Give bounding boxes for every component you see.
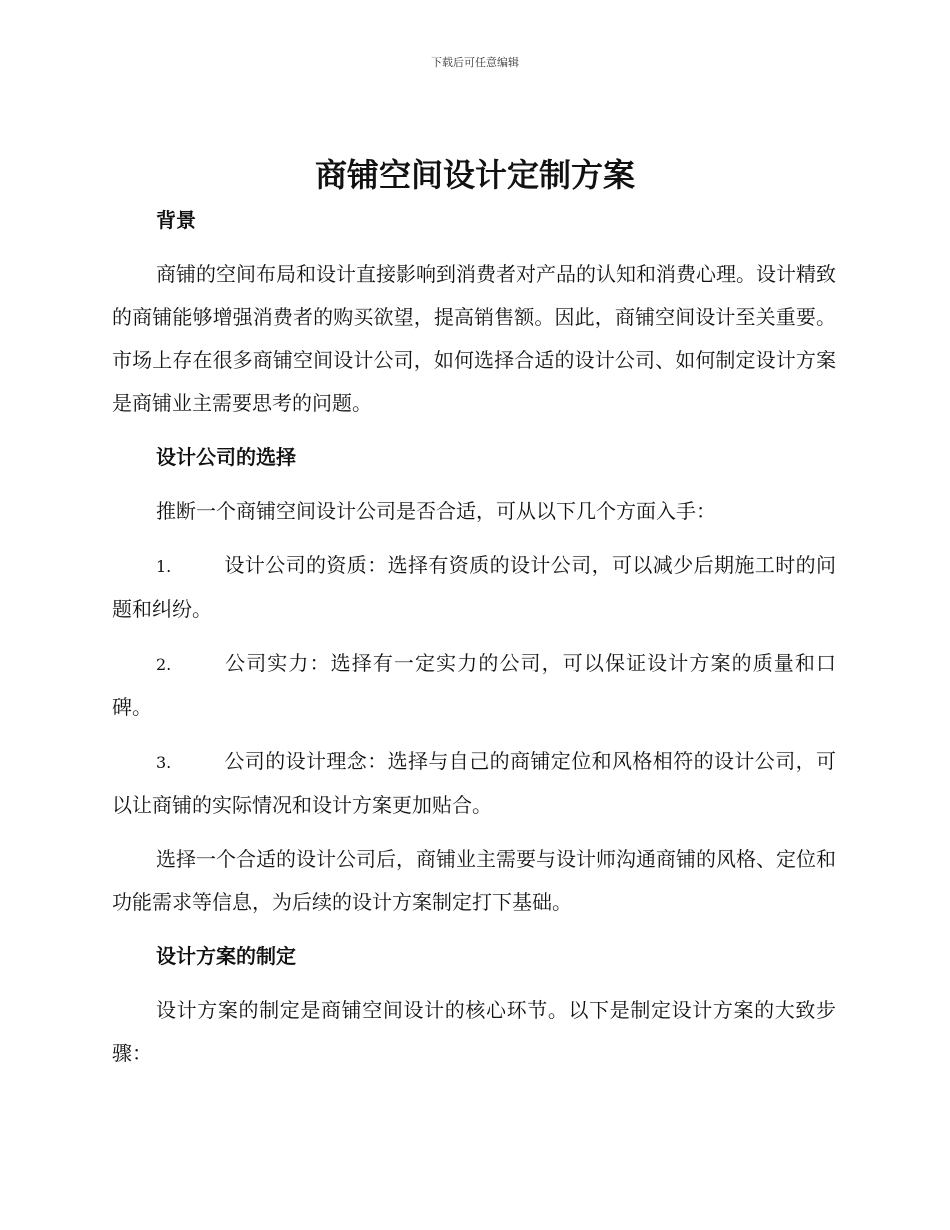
- section-heading-design-plan: 设计方案的制定: [156, 944, 296, 968]
- list-number: 1.: [156, 557, 172, 576]
- list-number: 3.: [156, 753, 172, 772]
- list-item: [112, 642, 836, 729]
- list-item-text: 公司的设计理念：选择与自己的商铺定位和风格相符的设计公司，可以让商铺的实际情况和设计方案更加贴合。: [112, 749, 836, 817]
- background-paragraph: 商铺的空间布局和设计直接影响到消费者对产品的认知和消费心理。设计精致的商铺能够增强消费者的购买欲望，提高销售额。因此，商铺空间设计至关重要。市场上存在很多商铺空间设计公司，如何选择合适的设计公司、如何制定设计方案是商铺业主需要思考的问题。: [112, 262, 836, 415]
- list-item: [112, 740, 836, 827]
- list-item: [112, 544, 836, 631]
- list-number: 2.: [156, 655, 172, 674]
- document-body: [112, 200, 836, 1075]
- document-title: 商铺空间设计定制方案: [314, 156, 635, 194]
- section-heading-background: 背景: [156, 208, 196, 232]
- page-header-note: 下载后可任意编辑: [431, 56, 519, 69]
- section-heading-company-selection: 设计公司的选择: [156, 445, 296, 469]
- design-plan-paragraph: 设计方案的制定是商铺空间设计的核心环节。以下是制定设计方案的大致步骤：: [112, 998, 836, 1065]
- list-item-text: 公司实力：选择有一定实力的公司，可以保证设计方案的质量和口碑。: [112, 651, 836, 719]
- list-item-text: 设计公司的资质：选择有资质的设计公司，可以减少后期施工时的问题和纠纷。: [112, 553, 836, 621]
- company-selection-intro: 推断一个商铺空间设计公司是否合适，可从以下几个方面入手：: [156, 499, 716, 523]
- company-selection-outro: 选择一个合适的设计公司后，商铺业主需要与设计师沟通商铺的风格、定位和功能需求等信息，为后续的设计方案制定打下基础。: [112, 847, 836, 914]
